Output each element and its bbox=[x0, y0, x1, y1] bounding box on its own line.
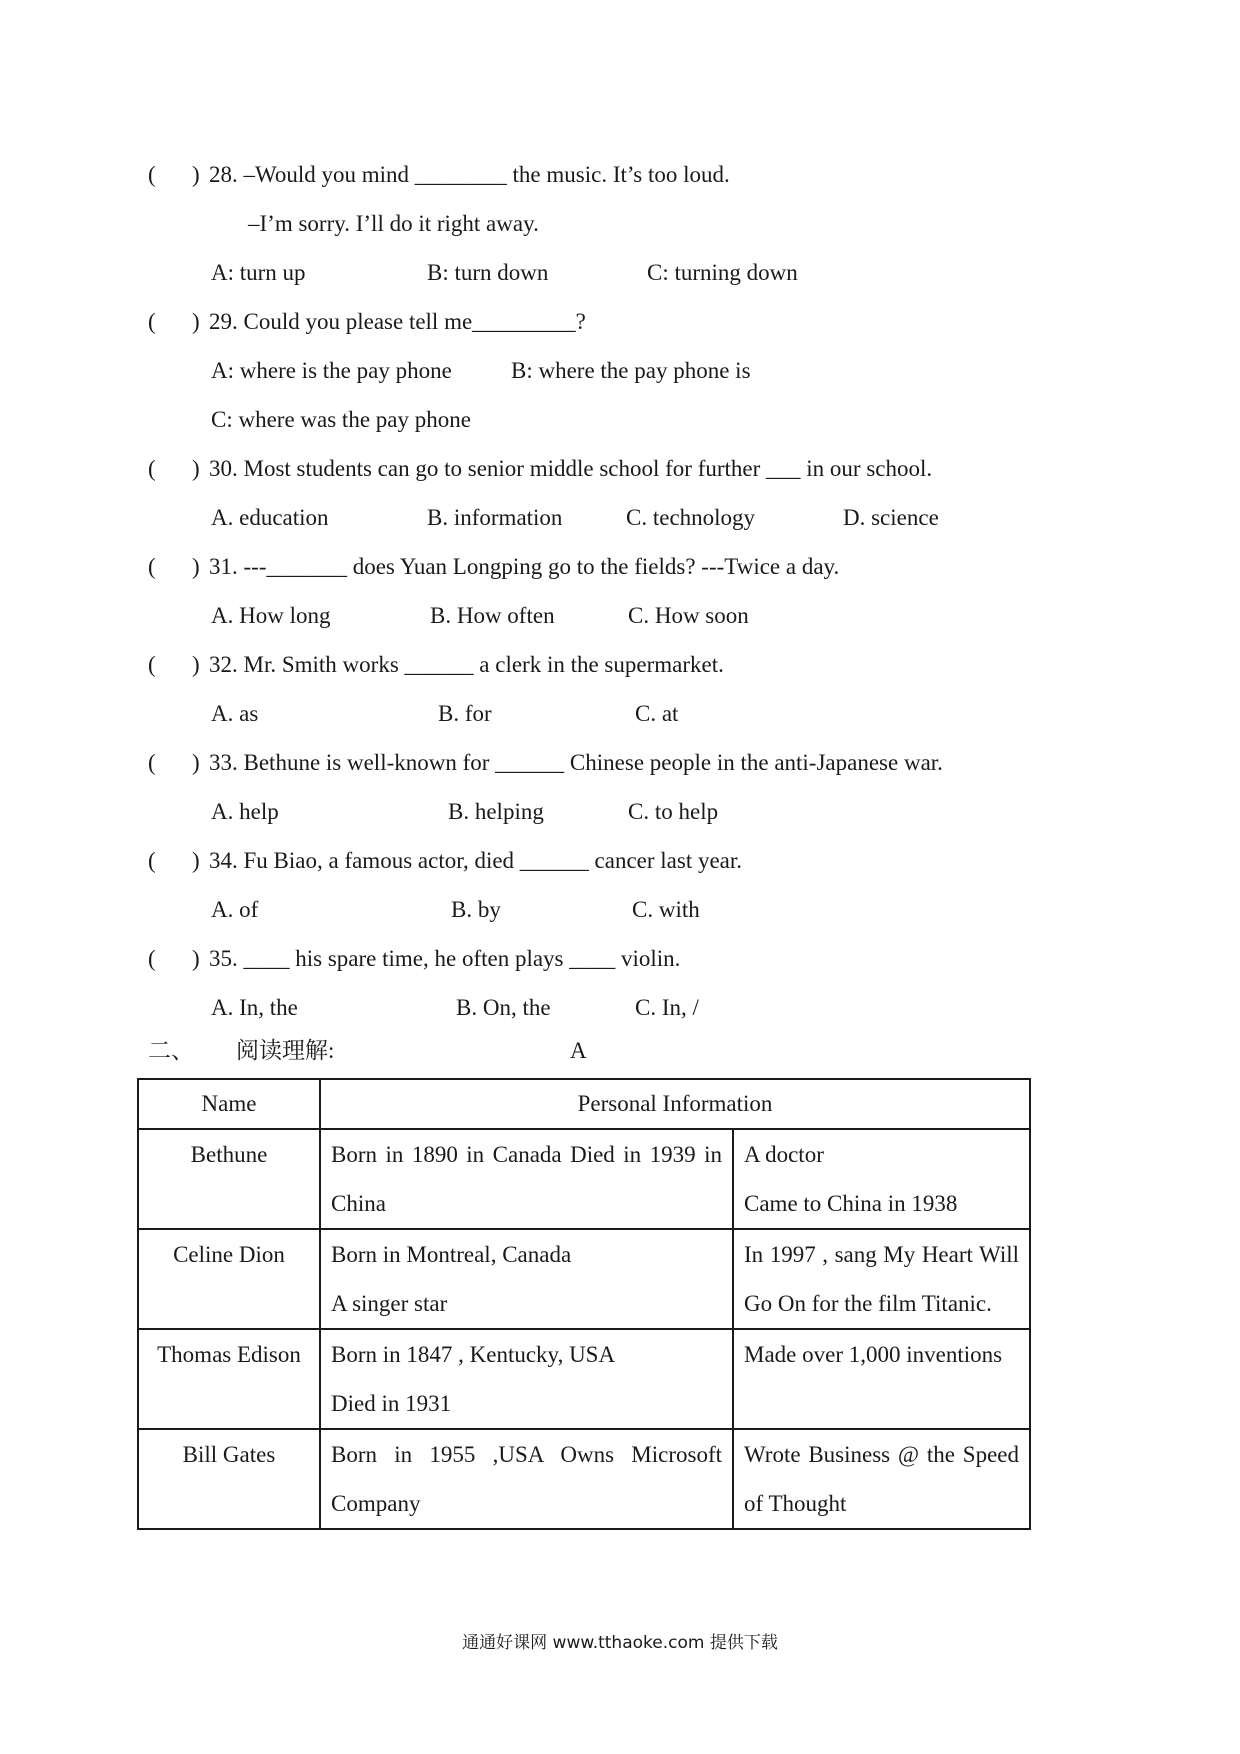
person-born-info bbox=[320, 1229, 733, 1329]
question-32-option-b: B. for bbox=[438, 701, 492, 726]
person-extra-info: Wrote Business @ the Speed of Thought bbox=[733, 1429, 1030, 1529]
answer-paren-open: ( bbox=[148, 309, 156, 334]
answer-paren-open: ( bbox=[148, 162, 156, 187]
table-row bbox=[138, 1329, 1030, 1429]
table-row bbox=[138, 1429, 1030, 1529]
person-born-info: Born in 1955 ,USA Owns Microsoft Company bbox=[320, 1429, 733, 1529]
born-line: Born in Montreal, Canada bbox=[331, 1242, 572, 1267]
question-30-stem: 30. Most students can go to senior middle school for further ___ in our school. bbox=[209, 456, 933, 481]
person-name: Bill Gates bbox=[138, 1429, 320, 1529]
question-32-option-a: A. as bbox=[211, 701, 259, 726]
question-35-option-a: A. In, the bbox=[211, 995, 298, 1020]
born-line: Born in 1847 , Kentucky, USA bbox=[331, 1342, 616, 1367]
extra-line: Came to China in 1938 bbox=[744, 1191, 958, 1216]
question-29-option-c: C: where was the pay phone bbox=[211, 407, 471, 432]
born-line: A singer star bbox=[331, 1291, 448, 1316]
question-29-option-a: A: where is the pay phone bbox=[211, 358, 452, 383]
question-29-stem: 29. Could you please tell me_________? bbox=[209, 309, 586, 334]
answer-paren-open: ( bbox=[148, 554, 156, 579]
answer-paren-close: ) bbox=[192, 162, 200, 187]
extra-line: A doctor bbox=[744, 1142, 824, 1167]
answer-paren-open: ( bbox=[148, 848, 156, 873]
question-31-option-c: C. How soon bbox=[628, 603, 749, 628]
question-34-option-c: C. with bbox=[632, 897, 700, 922]
question-28-option-a: A: turn up bbox=[211, 260, 306, 285]
table-header-row bbox=[138, 1079, 1030, 1129]
answer-paren-open: ( bbox=[148, 652, 156, 677]
question-33-option-b: B. helping bbox=[448, 799, 544, 824]
question-30-option-d: D. science bbox=[843, 505, 939, 530]
header-name: Name bbox=[138, 1079, 320, 1129]
section-number: 二、 bbox=[148, 1038, 194, 1063]
page-footer: 通通好课网 www.tthaoke.com 提供下载 bbox=[462, 1633, 778, 1653]
question-28-response: –I’m sorry. I’ll do it right away. bbox=[248, 211, 539, 236]
question-32-stem: 32. Mr. Smith works ______ a clerk in the supermarket. bbox=[209, 652, 724, 677]
question-35-option-b: B. On, the bbox=[456, 995, 551, 1020]
question-32-option-c: C. at bbox=[635, 701, 679, 726]
personal-info-table bbox=[137, 1078, 1031, 1530]
question-30-option-a: A. education bbox=[211, 505, 329, 530]
answer-paren-close: ) bbox=[192, 946, 200, 971]
question-33-stem: 33. Bethune is well-known for ______ Chinese people in the anti-Japanese war. bbox=[209, 750, 943, 775]
header-personal-information: Personal Information bbox=[320, 1079, 1030, 1129]
question-28-option-b: B: turn down bbox=[427, 260, 549, 285]
passage-label: A bbox=[570, 1038, 587, 1063]
answer-paren-open: ( bbox=[148, 456, 156, 481]
question-35-option-c: C. In, / bbox=[635, 995, 699, 1020]
answer-paren-close: ) bbox=[192, 309, 200, 334]
answer-paren-close: ) bbox=[192, 554, 200, 579]
question-28-stem: 28. –Would you mind ________ the music. It’s too loud. bbox=[209, 162, 730, 187]
question-33-option-c: C. to help bbox=[628, 799, 719, 824]
answer-paren-close: ) bbox=[192, 848, 200, 873]
person-name: Thomas Edison bbox=[138, 1329, 320, 1429]
answer-paren-open: ( bbox=[148, 750, 156, 775]
answer-paren-close: ) bbox=[192, 456, 200, 481]
person-extra-info: In 1997 , sang My Heart Will Go On for the film Titanic. bbox=[733, 1229, 1030, 1329]
answer-paren-close: ) bbox=[192, 750, 200, 775]
person-extra-info bbox=[733, 1129, 1030, 1229]
question-28-option-c: C: turning down bbox=[647, 260, 798, 285]
question-35-stem: 35. ____ his spare time, he often plays ____ violin. bbox=[209, 946, 681, 971]
table-row bbox=[138, 1229, 1030, 1329]
question-34-stem: 34. Fu Biao, a famous actor, died ______ cancer last year. bbox=[209, 848, 743, 873]
answer-paren-close: ) bbox=[192, 652, 200, 677]
table-row bbox=[138, 1129, 1030, 1229]
born-line: Died in 1931 bbox=[331, 1391, 452, 1416]
person-born-info bbox=[320, 1329, 733, 1429]
question-34-option-a: A. of bbox=[211, 897, 259, 922]
person-born-info: Born in 1890 in Canada Died in 1939 in China bbox=[320, 1129, 733, 1229]
question-31-option-b: B. How often bbox=[430, 603, 555, 628]
question-31-option-a: A. How long bbox=[211, 603, 331, 628]
section-title: 阅读理解: bbox=[236, 1038, 335, 1063]
answer-paren-open: ( bbox=[148, 946, 156, 971]
question-31-stem: 31. ---_______ does Yuan Longping go to the fields? ---Twice a day. bbox=[209, 554, 840, 579]
person-extra-info: Made over 1,000 inventions bbox=[733, 1329, 1030, 1429]
question-34-option-b: B. by bbox=[451, 897, 501, 922]
question-29-option-b: B: where the pay phone is bbox=[511, 358, 751, 383]
question-30-option-c: C. technology bbox=[626, 505, 756, 530]
question-30-option-b: B. information bbox=[427, 505, 563, 530]
person-name: Bethune bbox=[138, 1129, 320, 1229]
person-name: Celine Dion bbox=[138, 1229, 320, 1329]
question-33-option-a: A. help bbox=[211, 799, 279, 824]
